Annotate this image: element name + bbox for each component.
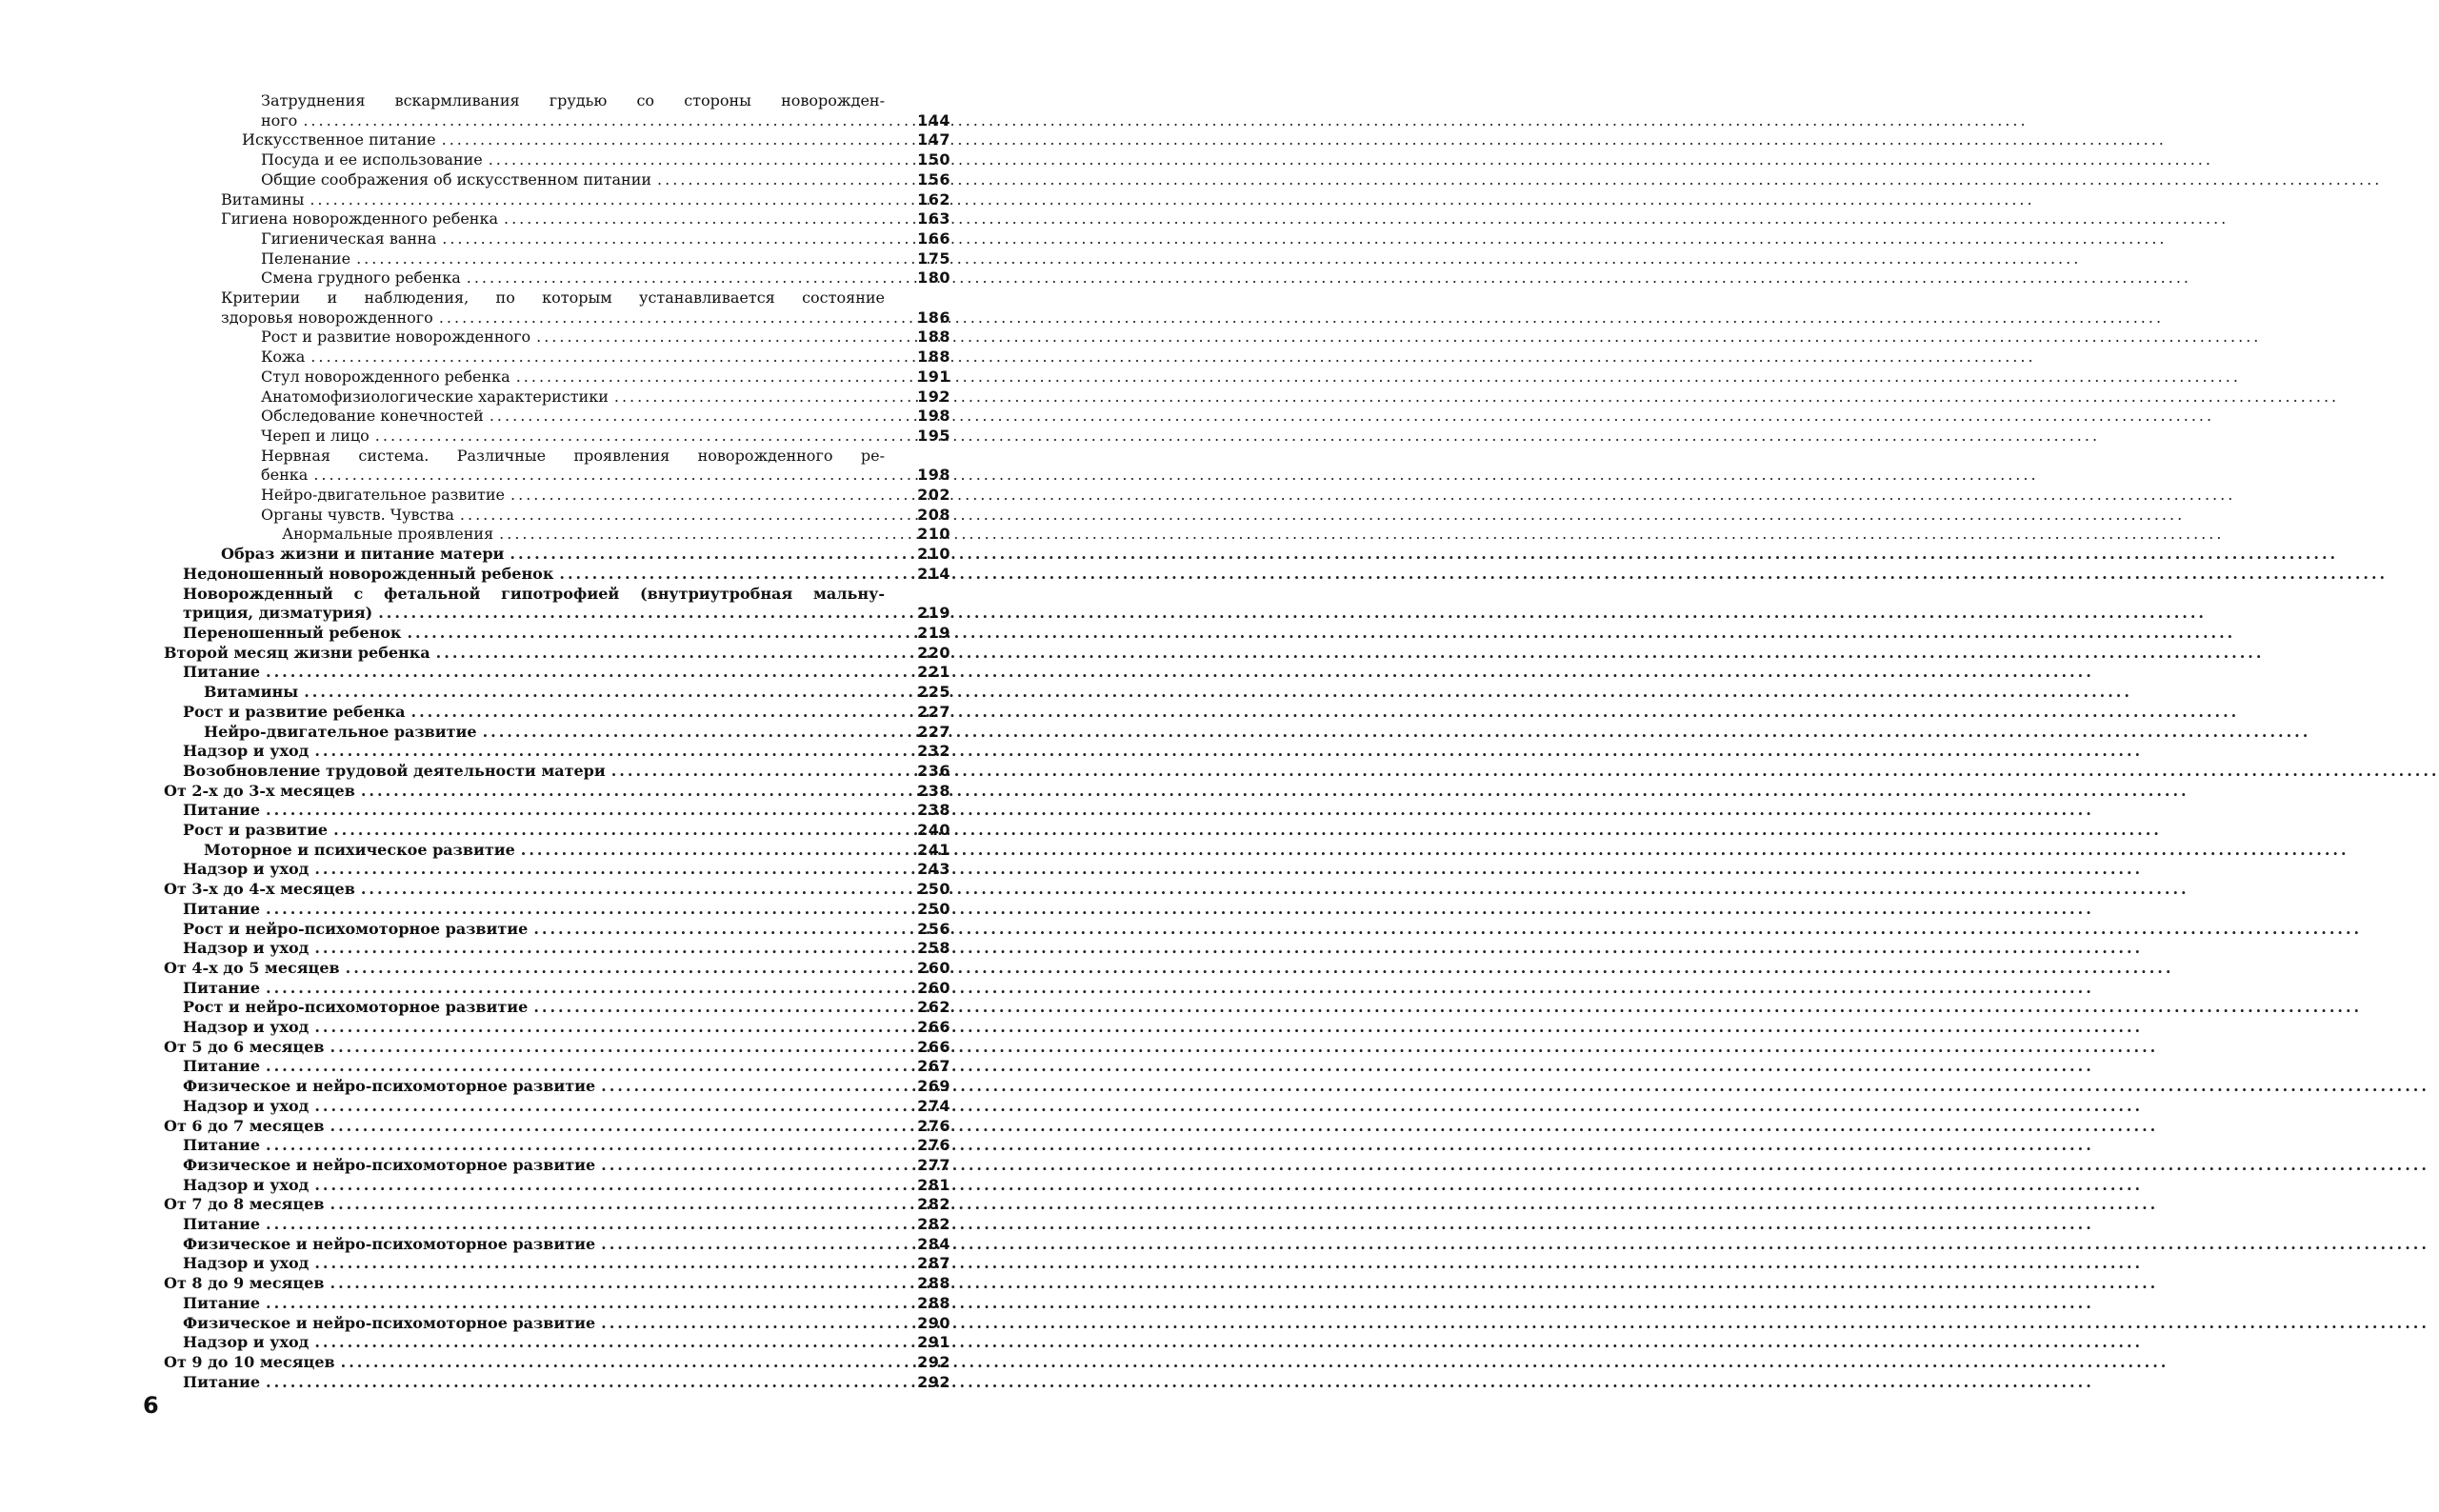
- toc-page-number: 219: [917, 623, 950, 642]
- toc-page-number: 267: [917, 1057, 950, 1076]
- toc-page-number: 260: [917, 978, 950, 997]
- toc-entry: [0, 269, 1134, 288]
- toc-page-number: 240: [917, 821, 950, 840]
- toc-page-number: 266: [917, 1018, 950, 1037]
- toc-entry: [0, 545, 1134, 565]
- toc-page-number: 227: [917, 702, 950, 721]
- toc-entry-label: Физическое и нейро-психомоторное развитие: [183, 1155, 596, 1174]
- toc-entry: [0, 1156, 1134, 1176]
- toc-entry: [0, 407, 1134, 427]
- toc-entry: [0, 644, 1134, 664]
- toc-entry: [0, 506, 1134, 526]
- toc-entry-label: Возобновление трудовой деятельности матери: [183, 761, 606, 780]
- toc-entry-label: Питание: [183, 1136, 261, 1155]
- toc-entry: [0, 1314, 1134, 1334]
- toc-entry: [0, 1097, 1134, 1117]
- toc-entry-label: Питание: [183, 1293, 261, 1312]
- toc-entry: [0, 1077, 1134, 1097]
- toc-entry: [0, 249, 1134, 269]
- toc-entry-label: Надзор и уход: [183, 1096, 310, 1115]
- toc-entry-label: Критерии и наблюдения, по которым устанавливается состояние: [221, 288, 885, 308]
- toc-entry-label: Череп и лицо: [261, 426, 370, 445]
- toc-entry: [0, 1294, 1134, 1314]
- toc-page-number: 186: [917, 308, 950, 327]
- toc-page-number: 282: [917, 1195, 950, 1214]
- toc-entry: [0, 880, 1134, 900]
- toc-page-number: 250: [917, 880, 950, 899]
- toc-page-number: 290: [917, 1313, 950, 1332]
- toc-entry-label: Питание: [183, 899, 261, 918]
- toc-page-number: 291: [917, 1333, 950, 1352]
- toc-page-number: 147: [917, 130, 950, 149]
- toc-page-number: 225: [917, 683, 950, 702]
- toc-entry: [0, 525, 1134, 545]
- toc-page-number: 266: [917, 1037, 950, 1056]
- toc-entry-label: Рост и развитие: [183, 821, 329, 840]
- toc-entry: [0, 388, 1134, 408]
- toc-entry: [0, 1333, 1134, 1353]
- toc-page-number: 241: [917, 840, 950, 859]
- toc-entry: [0, 1235, 1134, 1255]
- toc-entry: [0, 959, 1134, 979]
- toc-page-number: 219: [917, 604, 950, 623]
- toc-entry: [0, 801, 1134, 821]
- toc-entry-label: Анатомофизиологические характеристики: [261, 387, 609, 406]
- toc-entry-label: Нейро-двигательное развитие: [261, 486, 506, 505]
- toc-entry-label: Анормальные проявления: [282, 525, 494, 544]
- toc-page-number: 287: [917, 1254, 950, 1273]
- toc-page-number: 198: [917, 466, 950, 485]
- toc-page-number: 210: [917, 525, 950, 544]
- toc-entry: [0, 900, 1134, 920]
- toc-entry-label: От 2-х до 3-х месяцев: [164, 781, 355, 800]
- toc-entry-label: Надзор и уход: [183, 939, 310, 958]
- toc-entry: [0, 368, 1134, 388]
- toc-entry: [0, 663, 1134, 683]
- toc-entry: [0, 447, 1134, 486]
- toc-entry: [0, 998, 1134, 1018]
- toc-page-number: 292: [917, 1353, 950, 1371]
- toc-entry: [0, 979, 1134, 999]
- toc-page-number: 238: [917, 781, 950, 800]
- toc-entry: [0, 486, 1134, 506]
- toc-page-number: 191: [917, 367, 950, 386]
- toc-entry-label-cont: триция, дизматурия): [183, 604, 373, 623]
- toc-page-number: 256: [917, 919, 950, 938]
- toc-page-number: 276: [917, 1116, 950, 1135]
- toc-page-number: 188: [917, 348, 950, 367]
- toc-entry-label: Нейро-двигательное развитие: [204, 722, 477, 741]
- toc-entry: [0, 91, 1134, 130]
- toc-entry-label: Рост и нейро-психомоторное развитие: [183, 919, 529, 938]
- toc-entry: [0, 585, 1134, 624]
- toc-entry: [0, 1117, 1134, 1137]
- toc-entry-label: От 9 до 10 месяцев: [164, 1353, 335, 1371]
- toc-entry: [0, 229, 1134, 249]
- toc-page-number: 276: [917, 1136, 950, 1155]
- toc-entry-label: Второй месяц жизни ребенка: [164, 643, 430, 662]
- toc-entry-label: Надзор и уход: [183, 860, 310, 879]
- toc-entry-label: От 5 до 6 месяцев: [164, 1037, 325, 1056]
- toc-entry-label: Питание: [183, 1215, 261, 1234]
- toc-entry-label: Питание: [183, 1057, 261, 1076]
- toc-entry: [0, 624, 1134, 644]
- toc-entry-label: Гигиеническая ванна: [261, 229, 437, 248]
- toc-entry: [0, 742, 1134, 762]
- toc-entry-label: Образ жизни и питание матери: [221, 545, 505, 564]
- toc-entry-label: Кожа: [261, 348, 306, 367]
- toc-entry: [0, 683, 1134, 703]
- toc-page-number: 150: [917, 150, 950, 169]
- toc-entry: [0, 1274, 1134, 1294]
- toc-entry-label-cont: ного: [261, 110, 298, 129]
- toc-page-number: 221: [917, 663, 950, 682]
- toc-page-number: 277: [917, 1155, 950, 1174]
- toc-entry: [0, 427, 1134, 447]
- page-number: 6: [143, 1392, 159, 1419]
- toc-entry: [0, 565, 1134, 585]
- toc-entry: [0, 1373, 1134, 1393]
- toc-page-number: 220: [917, 643, 950, 662]
- toc-page-number: 166: [917, 229, 950, 248]
- toc-entry-label: Витамины: [221, 189, 305, 209]
- toc-page-number: 281: [917, 1175, 950, 1194]
- toc-entry-label: Надзор и уход: [183, 742, 310, 761]
- toc-page-number: 202: [917, 486, 950, 505]
- toc-entry: [0, 821, 1134, 841]
- toc-entry: [0, 1176, 1134, 1196]
- toc-page-number: 198: [917, 407, 950, 426]
- toc-entry-label: Моторное и психическое развитие: [204, 840, 515, 859]
- toc-entry-label: Рост и развитие новорожденного: [261, 328, 531, 347]
- toc-entry-label: Переношенный ребенок: [183, 623, 402, 642]
- toc-page-number: 250: [917, 899, 950, 918]
- toc-entry-label: От 4-х до 5 месяцев: [164, 958, 340, 977]
- toc-entry: [0, 1215, 1134, 1235]
- toc-entry: [0, 150, 1134, 170]
- toc-entry-label: Питание: [183, 1372, 261, 1391]
- toc-page-number: 175: [917, 249, 950, 268]
- toc-entry-label: Органы чувств. Чувства: [261, 505, 454, 524]
- toc-entry-label: Надзор и уход: [183, 1175, 310, 1194]
- toc-entry-label: Нервная система. Различные проявления новорожденного ре-: [261, 446, 885, 465]
- toc-entry-label: Стул новорожденного ребенка: [261, 367, 510, 386]
- toc-page-number: 274: [917, 1096, 950, 1115]
- toc-entry: [0, 782, 1134, 802]
- toc-entry-label: Надзор и уход: [183, 1254, 310, 1273]
- toc-page-number: 236: [917, 761, 950, 780]
- toc-page-number: 258: [917, 939, 950, 958]
- toc-entry-label: Пеленание: [261, 249, 351, 268]
- toc-entry: [0, 348, 1134, 368]
- toc-entry: [0, 288, 1134, 328]
- toc-page-number: 210: [917, 545, 950, 564]
- toc-page-number: 292: [917, 1372, 950, 1391]
- toc-entry-label: От 7 до 8 месяцев: [164, 1195, 325, 1214]
- toc-entry: [0, 1057, 1134, 1077]
- toc-entry: [0, 723, 1134, 743]
- toc-entry: [0, 170, 1134, 190]
- toc-entry-label: Искусственное питание: [242, 130, 436, 149]
- toc-page-number: 288: [917, 1293, 950, 1312]
- toc-entry: [0, 1136, 1134, 1156]
- toc-entry: [0, 1018, 1134, 1038]
- toc-entry-label: Физическое и нейро-психомоторное развитие: [183, 1077, 596, 1096]
- toc-page-number: 214: [917, 564, 950, 583]
- toc-entry-label: Физическое и нейро-психомоторное развитие: [183, 1313, 596, 1332]
- toc-page-number: 156: [917, 169, 950, 189]
- toc-entry: [0, 1353, 1134, 1373]
- toc-page-number: 282: [917, 1215, 950, 1234]
- toc-entry: [0, 841, 1134, 861]
- toc-page-number: 162: [917, 189, 950, 209]
- toc-page-number: 269: [917, 1077, 950, 1096]
- toc-entry: [0, 328, 1134, 348]
- toc-entry-label: Надзор и уход: [183, 1333, 310, 1352]
- toc-entry-label-cont: здоровья новорожденного: [221, 308, 433, 327]
- toc-page-number: 180: [917, 269, 950, 288]
- toc-entry: [0, 1038, 1134, 1058]
- toc-entry: [0, 1195, 1134, 1215]
- toc-entry: [0, 939, 1134, 959]
- toc-entry-label: От 3-х до 4-х месяцев: [164, 880, 355, 899]
- toc-page-number: 260: [917, 958, 950, 977]
- toc-page-number: 243: [917, 860, 950, 879]
- toc-entry-label: Гигиена новорожденного ребенка: [221, 209, 498, 229]
- toc-page-number: 188: [917, 328, 950, 347]
- toc-entry: [0, 920, 1134, 940]
- toc-entry-label: Затруднения вскармливания грудью со стороны новорожден-: [261, 91, 885, 109]
- toc-entry-label: Смена грудного ребенка: [261, 269, 461, 288]
- toc-entry: [0, 1254, 1134, 1274]
- table-of-contents: [0, 91, 1134, 1392]
- toc-entry: [0, 703, 1134, 723]
- toc-entry-label: Рост и нейро-психомоторное развитие: [183, 998, 529, 1017]
- toc-entry: [0, 762, 1134, 782]
- toc-entry-label: Общие соображения об искусственном питании: [261, 169, 652, 189]
- toc-page-number: 192: [917, 387, 950, 406]
- toc-page-number: 208: [917, 505, 950, 524]
- toc-page-number: 238: [917, 801, 950, 820]
- toc-entry-label: Рост и развитие ребенка: [183, 702, 406, 721]
- toc-page-number: 227: [917, 722, 950, 741]
- toc-entry-label: Питание: [183, 978, 261, 997]
- toc-entry-label: Физическое и нейро-психомоторное развитие: [183, 1234, 596, 1253]
- toc-page-number: 284: [917, 1234, 950, 1253]
- toc-entry-label: Питание: [183, 801, 261, 820]
- toc-entry-label: Недоношенный новорожденный ребенок: [183, 564, 554, 583]
- toc-entry-label: От 6 до 7 месяцев: [164, 1116, 325, 1135]
- toc-entry: [0, 209, 1134, 229]
- toc-entry-label: От 8 до 9 месяцев: [164, 1274, 325, 1293]
- toc-page-number: 195: [917, 426, 950, 445]
- toc-page-number: 288: [917, 1274, 950, 1293]
- toc-entry-label: Обследование конечностей: [261, 407, 484, 426]
- toc-entry-label: Витамины: [204, 683, 299, 702]
- toc-entry: [0, 860, 1134, 880]
- toc-entry-label: Питание: [183, 663, 261, 682]
- toc-entry: [0, 130, 1134, 150]
- toc-entry-label: Посуда и ее использование: [261, 150, 483, 169]
- toc-page-number: 163: [917, 209, 950, 229]
- toc-page-number: 144: [917, 110, 950, 129]
- toc-entry-label: Надзор и уход: [183, 1018, 310, 1037]
- toc-page-number: 262: [917, 998, 950, 1017]
- toc-entry: [0, 190, 1134, 210]
- toc-entry-label: Новорожденный с фетальной гипотрофией (внутриутробная мальну-: [183, 584, 885, 603]
- toc-entry-label-cont: бенка: [261, 466, 309, 485]
- toc-page-number: 232: [917, 742, 950, 761]
